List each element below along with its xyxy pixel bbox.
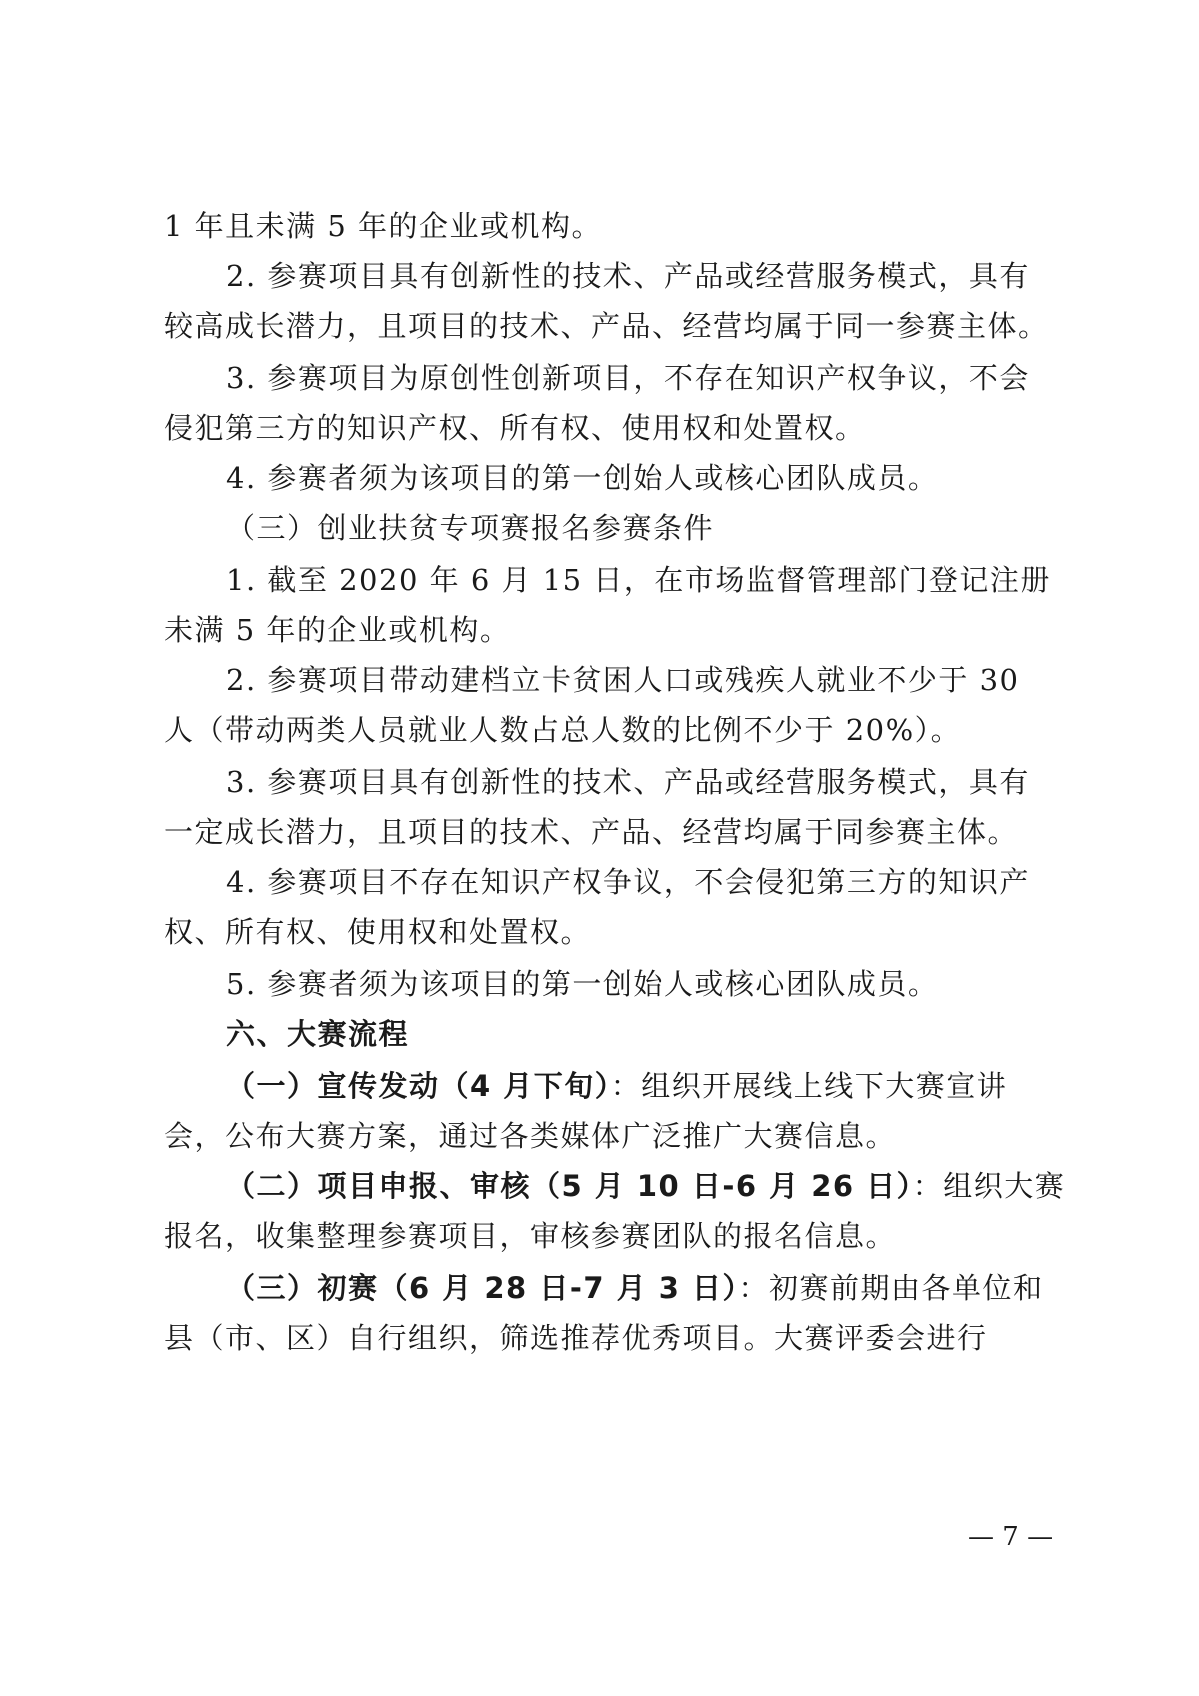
text-line: 5. 参赛者须为该项目的第一创始人或核心团队成员。 <box>226 967 939 1001</box>
flow-item-text: ：初赛前期由各单位和 <box>738 1271 1044 1305</box>
text-line: 2. 参赛项目具有创新性的技术、产品或经营服务模式，具有 <box>226 259 1030 293</box>
text-line: 1. 截至 2020 年 6 月 15 日，在市场监督管理部门登记注册 <box>226 563 1051 597</box>
text-line: 4. 参赛项目不存在知识产权争议，不会侵犯第三方的知识产 <box>226 865 1030 899</box>
section-heading: （三）创业扶贫专项赛报名参赛条件 <box>226 511 715 545</box>
text-line: 3. 参赛项目为原创性创新项目，不存在知识产权争议，不会 <box>226 361 1030 395</box>
flow-item-text: ：组织开展线上线下大赛宣讲 <box>610 1069 1008 1103</box>
text-line: 2. 参赛项目带动建档立卡贫困人口或残疾人就业不少于 30 <box>226 663 1020 697</box>
text-line: 人（带动两类人员就业人数占总人数的比例不少于 20%）。 <box>164 713 962 747</box>
flow-item-title: （一）宣传发动（4 月下旬） <box>226 1069 611 1103</box>
text-line: 3. 参赛项目具有创新性的技术、产品或经营服务模式，具有 <box>226 765 1030 799</box>
flow-item <box>226 1066 1126 1106</box>
text-line: 侵犯第三方的知识产权、所有权、使用权和处置权。 <box>164 411 866 445</box>
flow-item-title: （三）初赛（6 月 28 日-7 月 3 日） <box>226 1271 739 1305</box>
text-line: 一定成长潜力，且项目的技术、产品、经营均属于同参赛主体。 <box>164 815 1019 849</box>
text-line: 较高成长潜力，且项目的技术、产品、经营均属于同一参赛主体。 <box>164 309 1049 343</box>
section-heading: 六、大赛流程 <box>226 1017 410 1051</box>
page-number: — 7 — <box>968 1522 1054 1552</box>
flow-item <box>226 1166 1126 1206</box>
flow-item-title: （二）项目申报、审核（5 月 10 日-6 月 26 日） <box>226 1169 913 1203</box>
text-line: 会，公布大赛方案，通过各类媒体广泛推广大赛信息。 <box>164 1119 897 1153</box>
text-line: 县（市、区）自行组织，筛选推荐优秀项目。大赛评委会进行 <box>164 1321 988 1355</box>
text-line: 报名，收集整理参赛项目，审核参赛团队的报名信息。 <box>164 1219 897 1253</box>
text-line: 未满 5 年的企业或机构。 <box>164 613 511 647</box>
text-line: 权、所有权、使用权和处置权。 <box>164 915 592 949</box>
text-line: 1 年且未满 5 年的企业或机构。 <box>164 209 603 243</box>
flow-item <box>226 1268 1126 1308</box>
flow-item-text: ：组织大赛 <box>912 1169 1066 1203</box>
text-line: 4. 参赛者须为该项目的第一创始人或核心团队成员。 <box>226 461 939 495</box>
